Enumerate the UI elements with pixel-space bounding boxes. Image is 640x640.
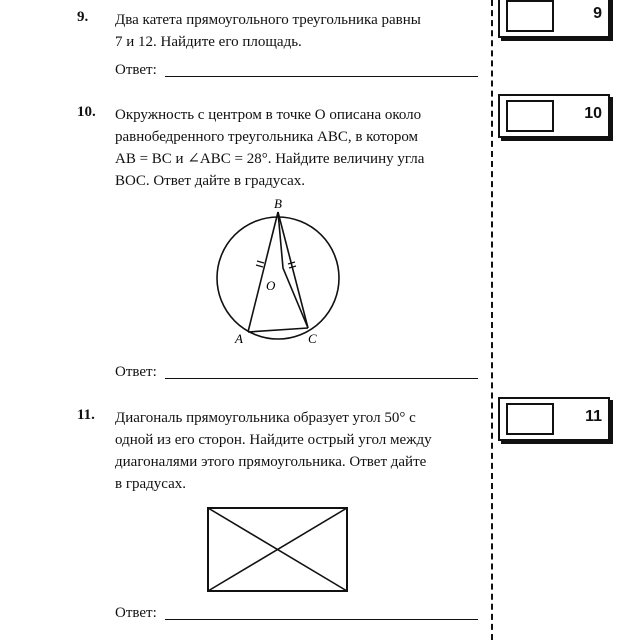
- answer-box-10[interactable]: [498, 94, 610, 138]
- answer-box-9-field[interactable]: [506, 0, 554, 32]
- label-b: B: [274, 196, 282, 211]
- label-o: O: [266, 278, 276, 293]
- side-ac: [248, 328, 308, 332]
- answer-box-11[interactable]: [498, 397, 610, 441]
- question-10-answer-line[interactable]: [165, 378, 478, 379]
- answer-box-10-number: 10: [584, 105, 602, 122]
- question-11-line-2: одной из его сторон. Найдите острый угол между: [115, 432, 432, 448]
- side-bc: [278, 212, 308, 328]
- question-11-line-4: в градусах.: [115, 476, 187, 492]
- question-10-line-4: BOC. Ответ дайте в градусах.: [115, 173, 305, 189]
- question-11-text: [115, 407, 480, 495]
- question-10-line-1: Окружность с центром в точке O описана около: [115, 107, 422, 123]
- side-ab: [248, 212, 278, 332]
- question-10-text: [115, 104, 480, 192]
- answer-box-11-field[interactable]: [506, 403, 554, 435]
- question-9-line-1: Два катета прямоугольного треугольника равны: [115, 12, 421, 28]
- question-11-line-1: Диагональ прямоугольника образует угол 50° с: [115, 410, 416, 426]
- answer-box-10-field[interactable]: [506, 100, 554, 132]
- label-c: C: [308, 331, 317, 346]
- answer-box-9[interactable]: [498, 0, 610, 38]
- question-10-answer-label: Ответ:: [115, 364, 157, 380]
- question-9-answer-line[interactable]: [165, 76, 478, 77]
- question-10-number: 10.: [77, 104, 96, 120]
- question-11-answer-line[interactable]: [165, 619, 478, 620]
- rectangle-figure: [205, 505, 350, 595]
- question-9-text: [115, 9, 480, 53]
- question-9-answer-label: Ответ:: [115, 62, 157, 78]
- question-9-line-2: 7 и 12. Найдите его площадь.: [115, 34, 302, 50]
- label-a: A: [235, 331, 243, 346]
- question-11-line-3: диагоналями этого прямоугольника. Ответ дайте: [115, 454, 427, 470]
- cut-line: [491, 0, 493, 640]
- answer-box-11-number: 11: [585, 408, 602, 425]
- circumscribed-circle: [217, 217, 339, 339]
- tick-ab-2: [256, 265, 263, 267]
- circle-triangle-figure: [205, 193, 350, 348]
- question-11-answer-label: Ответ:: [115, 605, 157, 621]
- question-9-number: 9.: [77, 9, 89, 25]
- question-10-line-3: AB = BC и ∠ABC = 28°. Найдите величину угла: [115, 151, 425, 167]
- tick-ab-1: [257, 261, 264, 263]
- question-11-number: 11.: [77, 407, 95, 423]
- answer-box-9-number: 9: [593, 5, 602, 22]
- question-10-line-2: равнобедренного треугольника ABC, в котором: [115, 129, 419, 145]
